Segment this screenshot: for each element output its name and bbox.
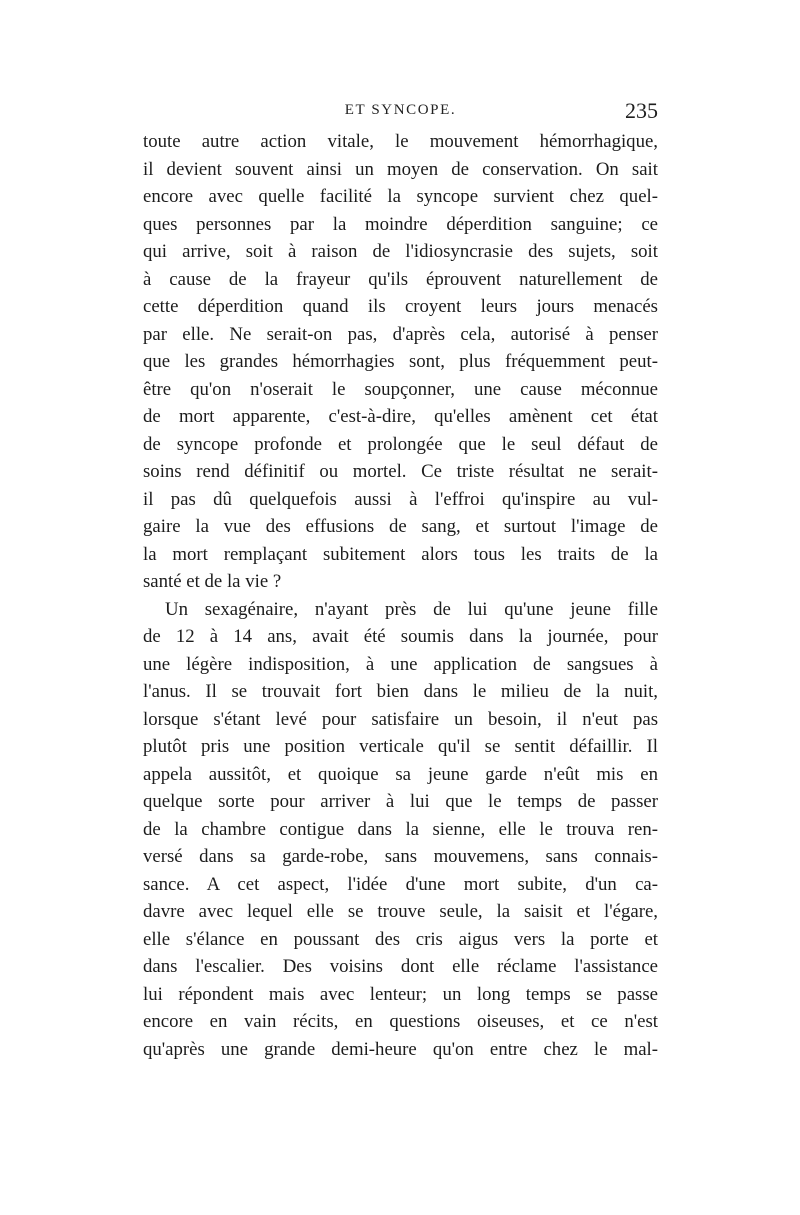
text-line: cette déperdition quand ils croyent leurs jours menacés bbox=[143, 296, 658, 317]
paragraph-2 bbox=[143, 596, 658, 1064]
text-line: santé et de la vie ? bbox=[143, 571, 282, 592]
text-line: de mort apparente, c'est-à-dire, qu'elles amènent cet état bbox=[143, 406, 658, 427]
text-line: appela aussitôt, et quoique sa jeune garde n'eût mis en bbox=[143, 763, 658, 785]
paragraph-1 bbox=[143, 128, 658, 596]
text-line: il devient souvent ainsi un moyen de conservation. On sait bbox=[143, 158, 658, 180]
text-line: versé dans sa garde-robe, sans mouvemens, sans connais- bbox=[143, 846, 658, 867]
text-line: quelque sorte pour arriver à lui que le temps de passer bbox=[143, 791, 658, 812]
text-line: elle s'élance en poussant des cris aigus vers la porte et bbox=[143, 928, 658, 950]
text-line: sance. A cet aspect, l'idée d'une mort subite, d'un ca- bbox=[143, 873, 658, 895]
text-line: une légère indisposition, à une application de sangsues à bbox=[143, 653, 658, 675]
text-line: soins rend définitif ou mortel. Ce triste résultat ne serait- bbox=[143, 461, 658, 482]
text-line: dans l'escalier. Des voisins dont elle réclame l'assistance bbox=[143, 956, 658, 977]
page-number: 235 bbox=[625, 98, 658, 123]
text-line: que les grandes hémorrhagies sont, plus fréquemment peut- bbox=[143, 351, 658, 372]
text-line: plutôt pris une position verticale qu'il se sentit défaillir. Il bbox=[143, 736, 658, 757]
text-line: la mort remplaçant subitement alors tous les traits de la bbox=[143, 543, 658, 565]
text-line: qui arrive, soit à raison de l'idiosyncrasie des sujets, soit bbox=[143, 241, 658, 262]
text-line: encore avec quelle facilité la syncope survient chez quel- bbox=[143, 186, 658, 207]
text-line: lui répondent mais avec lenteur; un long temps se passe bbox=[143, 983, 658, 1005]
text-line: de la chambre contigue dans la sienne, elle le trouva ren- bbox=[143, 818, 658, 840]
text-line: de syncope profonde et prolongée que le seul défaut de bbox=[143, 433, 658, 455]
text-line: par elle. Ne serait-on pas, d'après cela, autorisé à penser bbox=[143, 323, 658, 345]
running-head bbox=[143, 98, 658, 128]
text-line: davre avec lequel elle se trouve seule, la saisit et l'égare, bbox=[143, 901, 658, 922]
body-text bbox=[143, 128, 658, 1063]
text-line: toute autre action vitale, le mouvement hémorrhagique, bbox=[143, 131, 658, 152]
text-line: qu'après une grande demi-heure qu'on entre chez le mal- bbox=[143, 1038, 658, 1060]
text-line: ques personnes par la moindre déperdition sanguine; ce bbox=[143, 213, 658, 235]
text-line: lorsque s'étant levé pour satisfaire un besoin, il n'eut pas bbox=[143, 708, 658, 730]
text-line: encore en vain récits, en questions oiseuses, et ce n'est bbox=[143, 1011, 658, 1032]
text-line: de 12 à 14 ans, avait été soumis dans la journée, pour bbox=[143, 626, 658, 647]
text-line: être qu'on n'oserait le soupçonner, une cause méconnue bbox=[143, 378, 658, 400]
text-line: Un sexagénaire, n'ayant près de lui qu'une jeune fille bbox=[165, 598, 658, 620]
running-title: ET SYNCOPE. bbox=[344, 102, 457, 118]
text-line: il pas dû quelquefois aussi à l'effroi qu'inspire au vul- bbox=[143, 488, 658, 510]
text-line: à cause de la frayeur qu'ils éprouvent naturellement de bbox=[143, 268, 658, 290]
text-line: gaire la vue des effusions de sang, et surtout l'image de bbox=[143, 516, 658, 537]
text-line: l'anus. Il se trouvait fort bien dans le milieu de la nuit, bbox=[143, 681, 658, 702]
